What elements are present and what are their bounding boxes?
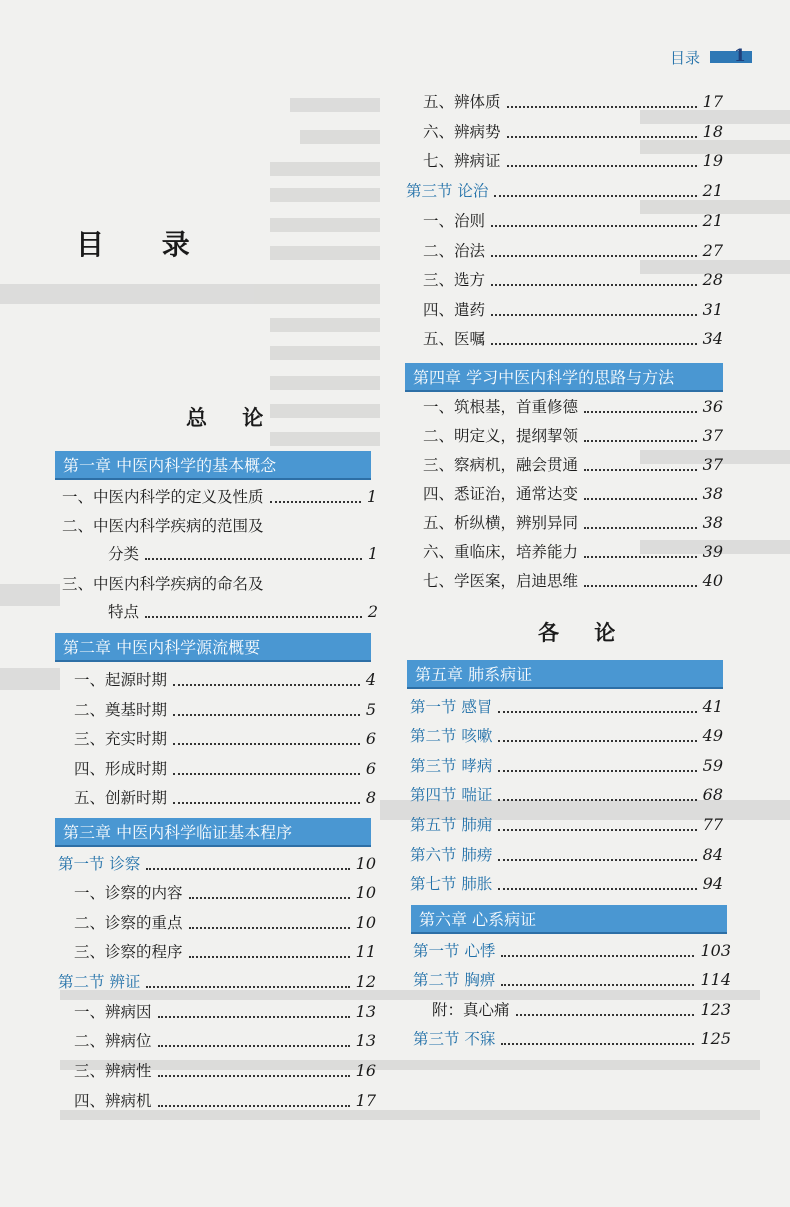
toc-entry-label: 三、诊察的程序	[74, 943, 183, 961]
leader-dots	[145, 556, 362, 560]
toc-entry-page: 16	[355, 1061, 376, 1080]
chapter-heading-1[interactable]: 第一章 中医内科学的基本概念	[55, 451, 371, 480]
leader-dots	[270, 587, 316, 589]
toc-entry[interactable]	[423, 147, 723, 175]
toc-entry-label: 六、重临床，培养能力	[423, 543, 579, 561]
leader-dots	[173, 682, 360, 686]
toc-section-entry[interactable]	[406, 177, 723, 205]
toc-entry[interactable]	[423, 480, 723, 508]
toc-entry[interactable]	[432, 996, 731, 1024]
leader-dots	[189, 954, 350, 958]
toc-section-entry[interactable]	[410, 693, 723, 721]
leader-dots	[507, 134, 697, 138]
toc-entry[interactable]	[74, 696, 376, 724]
leader-dots	[491, 223, 697, 227]
toc-entry-label: 四、遣药	[423, 301, 486, 319]
toc-entry-label: 五、析纵横，辨别异同	[423, 514, 579, 532]
leader-dots	[584, 467, 697, 471]
toc-entry-label: 第二节 辨证	[58, 973, 141, 991]
leader-dots	[146, 866, 349, 870]
toc-entry-page: 114	[700, 970, 731, 989]
leader-dots	[501, 982, 694, 986]
toc-entry-page: 36	[702, 397, 723, 416]
leader-dots	[173, 712, 360, 716]
page-number: 1	[734, 46, 746, 66]
toc-entry-page: 6	[365, 729, 376, 748]
chapter-heading-2[interactable]: 第二章 中医内科学源流概要	[55, 633, 371, 662]
toc-entry[interactable]	[74, 666, 376, 694]
toc-section-entry[interactable]	[410, 722, 723, 750]
leader-dots	[491, 341, 697, 345]
toc-entry-label: 五、创新时期	[74, 789, 168, 807]
toc-entry-label: 第四节 喘证	[410, 786, 493, 804]
toc-section-entry[interactable]	[410, 752, 723, 780]
toc-entry[interactable]	[74, 755, 376, 783]
toc-entry[interactable]	[74, 784, 376, 812]
toc-entry-label: 二、明定义，提纲挈领	[423, 427, 579, 445]
toc-section-entry[interactable]	[413, 937, 731, 965]
toc-entry-page: 4	[365, 670, 376, 689]
toc-entry-label: 第六节 肺痨	[410, 846, 493, 864]
toc-entry-page: 1	[366, 487, 377, 506]
leader-dots	[158, 1014, 350, 1018]
toc-entry[interactable]	[74, 909, 376, 937]
toc-entry-label: 第七节 肺胀	[410, 875, 493, 893]
toc-entry-page: 123	[700, 1000, 731, 1019]
leader-dots	[146, 984, 349, 988]
leader-dots	[189, 895, 350, 899]
toc-entry-page: 13	[355, 1002, 376, 1021]
toc-entry-page: 10	[355, 883, 376, 902]
toc-entry-page: 6	[365, 759, 376, 778]
toc-entry[interactable]	[423, 118, 723, 146]
leader-dots	[498, 709, 696, 713]
toc-entry[interactable]	[423, 451, 723, 479]
toc-entry-label: 一、起源时期	[74, 671, 168, 689]
toc-entry-page: 59	[702, 756, 723, 775]
toc-entry[interactable]	[74, 879, 376, 907]
toc-entry[interactable]	[423, 88, 723, 116]
toc-entry-page: 27	[702, 241, 723, 260]
leader-dots	[173, 800, 360, 804]
leader-dots	[498, 857, 696, 861]
toc-entry-page: 28	[702, 270, 723, 289]
toc-entry-label: 分类	[108, 545, 140, 563]
toc-entry-label: 三、选方	[423, 271, 486, 289]
toc-entry-page: 21	[702, 181, 723, 200]
toc-entry-page: 10	[355, 913, 376, 932]
toc-entry-page: 8	[365, 788, 376, 807]
leader-dots	[584, 583, 697, 587]
toc-entry-label: 二、奠基时期	[74, 701, 168, 719]
toc-entry-label: 三、中医内科学疾病的命名及	[62, 575, 264, 593]
toc-entry-label: 七、学医案，启迪思维	[423, 572, 579, 590]
toc-entry[interactable]	[62, 512, 322, 540]
toc-section-entry[interactable]	[410, 870, 723, 898]
toc-entry-label: 五、医嘱	[423, 330, 486, 348]
leader-dots	[173, 741, 360, 745]
toc-entry-label: 第一节 感冒	[410, 698, 493, 716]
leader-dots	[158, 1073, 350, 1077]
leader-dots	[189, 925, 350, 929]
toc-entry-label: 第五节 肺痈	[410, 816, 493, 834]
toc-section-entry[interactable]	[410, 811, 723, 839]
part-title-specific: 各 论	[538, 621, 630, 645]
chapter-heading-6[interactable]: 第六章 心系病证	[411, 905, 727, 934]
leader-dots	[270, 529, 316, 531]
toc-entry[interactable]	[74, 725, 376, 753]
leader-dots	[516, 1012, 695, 1016]
leader-dots	[145, 614, 362, 618]
toc-entry-label: 三、察病机，融会贯通	[423, 456, 579, 474]
leader-dots	[584, 409, 697, 413]
toc-entry[interactable]	[423, 207, 723, 235]
toc-entry[interactable]	[423, 325, 723, 353]
toc-entry[interactable]	[423, 538, 723, 566]
toc-entry-page: 11	[355, 942, 376, 961]
leader-dots	[498, 797, 696, 801]
toc-entry-page: 2	[367, 602, 378, 621]
leader-dots	[507, 163, 697, 167]
toc-entry-page: 31	[702, 300, 723, 319]
toc-entry[interactable]	[74, 1087, 376, 1115]
toc-entry-label: 第三节 不寐	[413, 1030, 496, 1048]
toc-entry[interactable]	[423, 237, 723, 265]
leader-dots	[158, 1043, 350, 1047]
toc-entry-label: 第三节 论治	[406, 182, 489, 200]
toc-entry-label: 二、诊察的重点	[74, 914, 183, 932]
part-title-general: 总 论	[186, 406, 278, 430]
toc-entry[interactable]	[74, 998, 376, 1026]
toc-entry-label: 一、筑根基，首重修德	[423, 398, 579, 416]
toc-entry-label: 特点	[108, 603, 140, 621]
toc-entry-page: 17	[702, 92, 723, 111]
leader-dots	[494, 193, 696, 197]
toc-entry[interactable]	[74, 938, 376, 966]
toc-entry[interactable]	[74, 1057, 376, 1085]
toc-section-entry[interactable]	[413, 966, 731, 994]
toc-entry-label: 第三节 哮病	[410, 757, 493, 775]
toc-entry[interactable]	[423, 422, 723, 450]
toc-entry-page: 40	[702, 571, 723, 590]
toc-entry-page: 34	[702, 329, 723, 348]
leader-dots	[507, 104, 697, 108]
leader-dots	[584, 496, 697, 500]
toc-entry-page: 38	[702, 484, 723, 503]
toc-section-entry[interactable]	[413, 1025, 731, 1053]
leader-dots	[498, 768, 696, 772]
toc-entry-label: 七、辨病证	[423, 152, 501, 170]
leader-dots	[158, 1103, 350, 1107]
toc-entry[interactable]	[423, 296, 723, 324]
leader-dots	[491, 253, 697, 257]
toc-entry-page: 125	[700, 1029, 731, 1048]
toc-entry-page: 38	[702, 513, 723, 532]
toc-entry-page: 37	[702, 455, 723, 474]
toc-entry-label: 第一节 诊察	[58, 855, 141, 873]
toc-entry-label: 四、形成时期	[74, 760, 168, 778]
toc-entry-label: 一、治则	[423, 212, 486, 230]
toc-entry-page: 10	[355, 854, 376, 873]
toc-entry-page: 21	[702, 211, 723, 230]
toc-entry-label: 四、辨病机	[74, 1092, 152, 1110]
toc-entry-page: 5	[365, 700, 376, 719]
toc-entry-label: 一、诊察的内容	[74, 884, 183, 902]
toc-entry-page: 94	[702, 874, 723, 893]
toc-entry-page: 77	[702, 815, 723, 834]
toc-entry-label: 第二节 咳嗽	[410, 727, 493, 745]
leader-dots	[173, 771, 360, 775]
leader-dots	[270, 499, 361, 503]
toc-entry[interactable]	[423, 567, 723, 595]
running-header	[664, 44, 790, 70]
toc-entry[interactable]	[423, 393, 723, 421]
toc-entry-label: 附：真心痛	[432, 1001, 510, 1019]
toc-entry[interactable]	[62, 483, 377, 511]
toc-entry[interactable]	[423, 266, 723, 294]
toc-entry-label: 一、中医内科学的定义及性质	[62, 488, 264, 506]
toc-section-entry[interactable]	[58, 968, 376, 996]
leader-dots	[584, 525, 697, 529]
toc-entry-page: 12	[355, 972, 376, 991]
toc-entry-page: 39	[702, 542, 723, 561]
toc-entry-label: 二、中医内科学疾病的范围及	[62, 517, 264, 535]
header-label: 目录	[670, 49, 701, 67]
toc-entry-page: 49	[702, 726, 723, 745]
toc-entry-label: 四、悉证治，通常达变	[423, 485, 579, 503]
chapter-heading-5[interactable]: 第五章 肺系病证	[407, 660, 723, 689]
toc-entry-page: 1	[367, 544, 378, 563]
leader-dots	[498, 738, 696, 742]
toc-entry-label: 三、充实时期	[74, 730, 168, 748]
toc-entry-page: 19	[702, 151, 723, 170]
toc-entry[interactable]	[74, 1027, 376, 1055]
leader-dots	[501, 1041, 694, 1045]
toc-entry[interactable]	[423, 509, 723, 537]
toc-entry-page: 18	[702, 122, 723, 141]
toc-entry-label: 二、辨病位	[74, 1032, 152, 1050]
toc-entry-label: 第一节 心悸	[413, 942, 496, 960]
toc-entry-page: 68	[702, 785, 723, 804]
leader-dots	[491, 282, 697, 286]
chapter-heading-3[interactable]: 第三章 中医内科学临证基本程序	[55, 818, 371, 847]
leader-dots	[491, 312, 697, 316]
leader-dots	[584, 438, 697, 442]
toc-entry-label: 五、辨体质	[423, 93, 501, 111]
toc-entry[interactable]	[62, 570, 322, 598]
toc-entry-page: 84	[702, 845, 723, 864]
leader-dots	[498, 827, 696, 831]
toc-entry-page: 13	[355, 1031, 376, 1050]
toc-entry-page: 37	[702, 426, 723, 445]
toc-section-entry[interactable]	[410, 841, 723, 869]
leader-dots	[501, 953, 694, 957]
toc-entry-label: 一、辨病因	[74, 1003, 152, 1021]
toc-entry-page: 41	[702, 697, 723, 716]
chapter-heading-4[interactable]: 第四章 学习中医内科学的思路与方法	[405, 363, 723, 392]
leader-dots	[584, 554, 697, 558]
toc-entry-label: 六、辨病势	[423, 123, 501, 141]
toc-section-entry[interactable]	[58, 850, 376, 878]
page-title: 目 录	[76, 228, 214, 261]
toc-entry-label: 第二节 胸痹	[413, 971, 496, 989]
toc-entry-label: 三、辨病性	[74, 1062, 152, 1080]
toc-entry[interactable]	[108, 540, 378, 568]
toc-entry-label: 二、治法	[423, 242, 486, 260]
toc-entry[interactable]	[108, 598, 378, 626]
toc-section-entry[interactable]	[410, 781, 723, 809]
leader-dots	[498, 886, 696, 890]
toc-entry-page: 17	[355, 1091, 376, 1110]
toc-entry-page: 103	[700, 941, 731, 960]
